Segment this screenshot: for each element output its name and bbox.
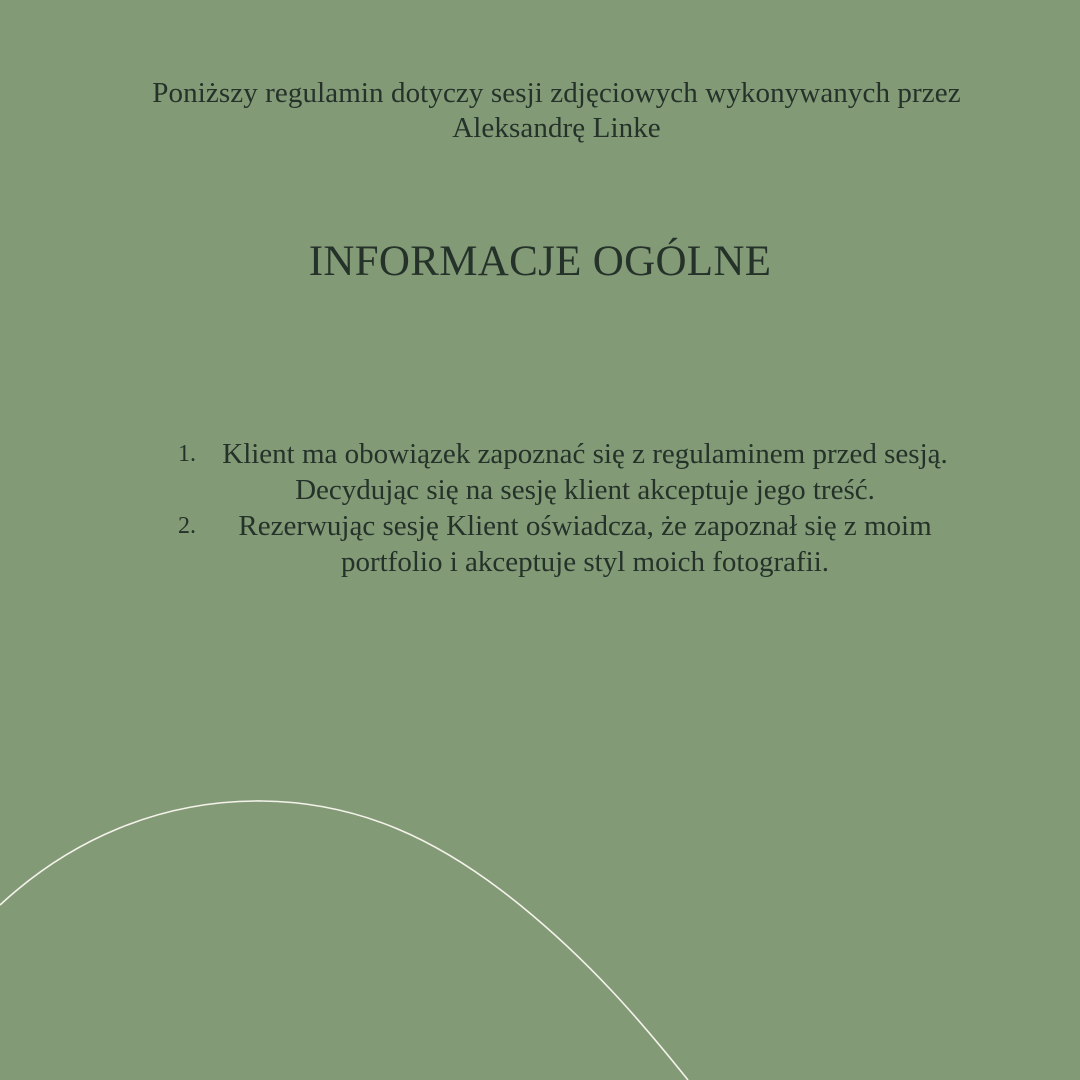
section-title — [0, 236, 1080, 288]
rule-item — [0, 436, 1080, 508]
rule-text — [215, 508, 955, 580]
intro-line: Aleksandrę Linke — [452, 112, 661, 144]
rule-number: 2. — [178, 513, 196, 539]
rule-item — [0, 508, 1080, 580]
rule-text — [215, 436, 955, 508]
rule-line: Klient ma obowiązek zapoznać się z regulaminem przed sesją. — [222, 438, 948, 470]
rule-number: 1. — [178, 441, 196, 467]
decorative-curve-line — [0, 801, 688, 1080]
intro-text — [0, 76, 1080, 146]
intro-line: Poniższy regulamin dotyczy sesji zdjęciowych wykonywanych przez — [152, 77, 961, 109]
rule-line: portfolio i akceptuje styl moich fotografii. — [340, 546, 830, 578]
rule-line: Rezerwując sesję Klient oświadcza, że zapoznał się z moim — [238, 510, 932, 542]
rules-list — [0, 436, 1080, 580]
rule-line: Decydując się na sesję klient akceptuje jego treść. — [295, 474, 875, 506]
section-title-text: INFORMACJE OGÓLNE — [308, 238, 772, 285]
